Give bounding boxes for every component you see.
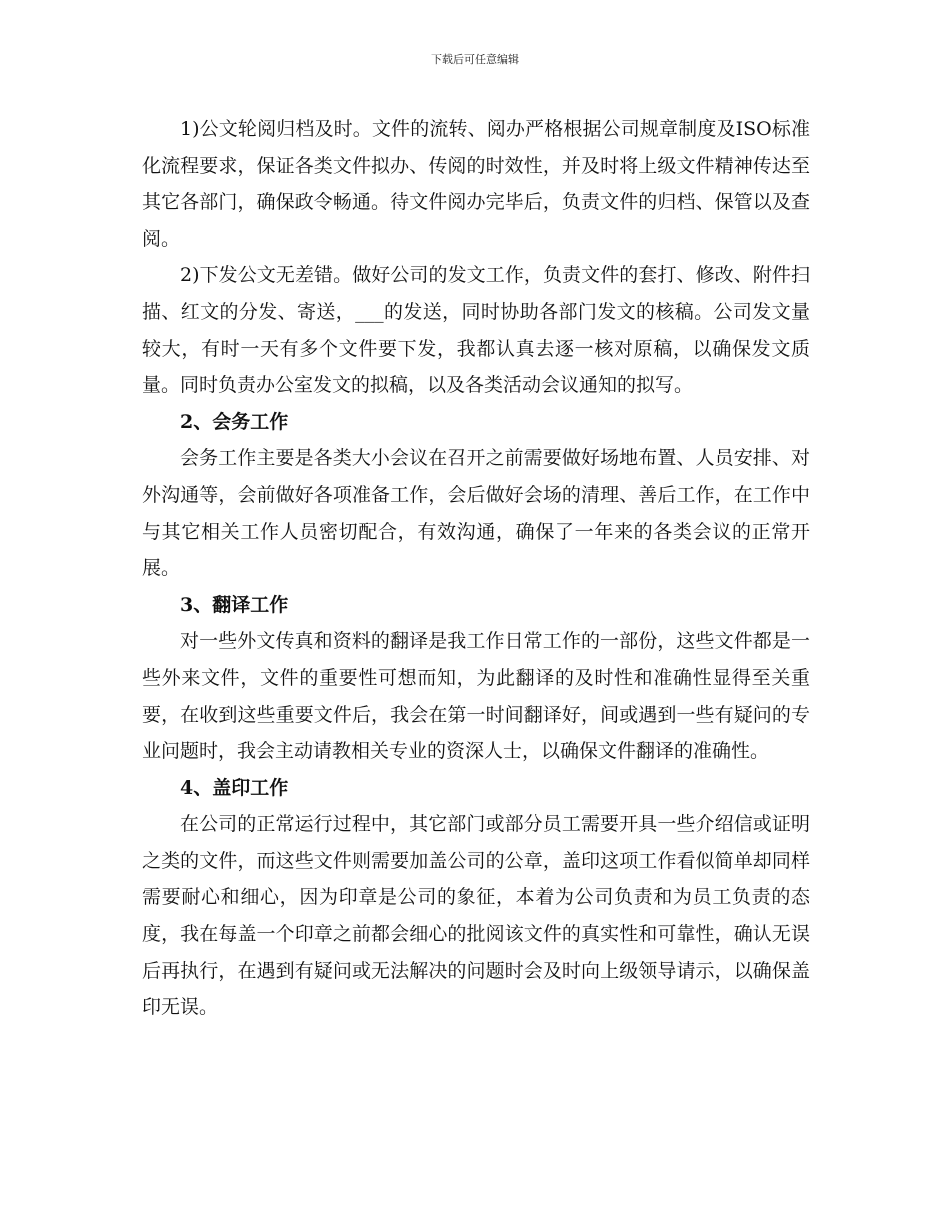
- paragraph-translation: 对一些外文传真和资料的翻译是我工作日常工作的一部份，这些文件都是一些外来文件，文件的重要性可想而知，为此翻译的及时性和准确性显得至关重要，在收到这些重要文件后，我会在第一时间翻译好，间或遇到一些有疑问的专业问题时，我会主动请教相关专业的资深人士，以确保文件翻译的准确性。: [142, 630, 810, 763]
- section-heading-stamping: 4、盖印工作: [180, 776, 289, 799]
- paragraph-meetings: 会务工作主要是各类大小会议在召开之前需要做好场地布置、人员安排、对外沟通等，会前做好各项准备工作，会后做好会场的清理、善后工作，在工作中与其它相关工作人员密切配合，有效沟通，确保了一年来的各类会议的正常开展。: [142, 447, 810, 580]
- paragraph-dispatch: 2)下发公文无差错。做好公司的发文工作，负责文件的套打、修改、附件扫描、红文的分发、寄送，___的发送，同时协助各部门发文的核稿。公司发文量较大，有时一天有多个文件要下发，我都认真去逐一核对原稿，以确保发文质量。同时负责办公室发文的拟稿，以及各类活动会议通知的拟写。: [142, 264, 810, 397]
- document-body: [142, 111, 810, 1026]
- section-heading-translation: 3、翻译工作: [180, 593, 289, 616]
- page-header: 下载后可任意编辑: [431, 53, 519, 66]
- paragraph-stamping: 在公司的正常运行过程中，其它部门或部分员工需要开具一些介绍信或证明之类的文件，而这些文件则需要加盖公司的公章，盖印这项工作看似简单却同样需要耐心和细心，因为印章是公司的象征，本着为公司负责和为员工负责的态度，我在每盖一个印章之前都会细心的批阅该文件的真实性和可靠性，确认无误后再执行，在遇到有疑问或无法解决的问题时会及时向上级领导请示，以确保盖印无误。: [142, 813, 810, 1019]
- section-heading-meetings: 2、会务工作: [180, 410, 289, 433]
- paragraph-archive: 1)公文轮阅归档及时。文件的流转、阅办严格根据公司规章制度及ISO标准化流程要求，保证各类文件拟办、传阅的时效性，并及时将上级文件精神传达至其它各部门，确保政令畅通。待文件阅办完毕后，负责文件的归档、保管以及查阅。: [142, 118, 810, 250]
